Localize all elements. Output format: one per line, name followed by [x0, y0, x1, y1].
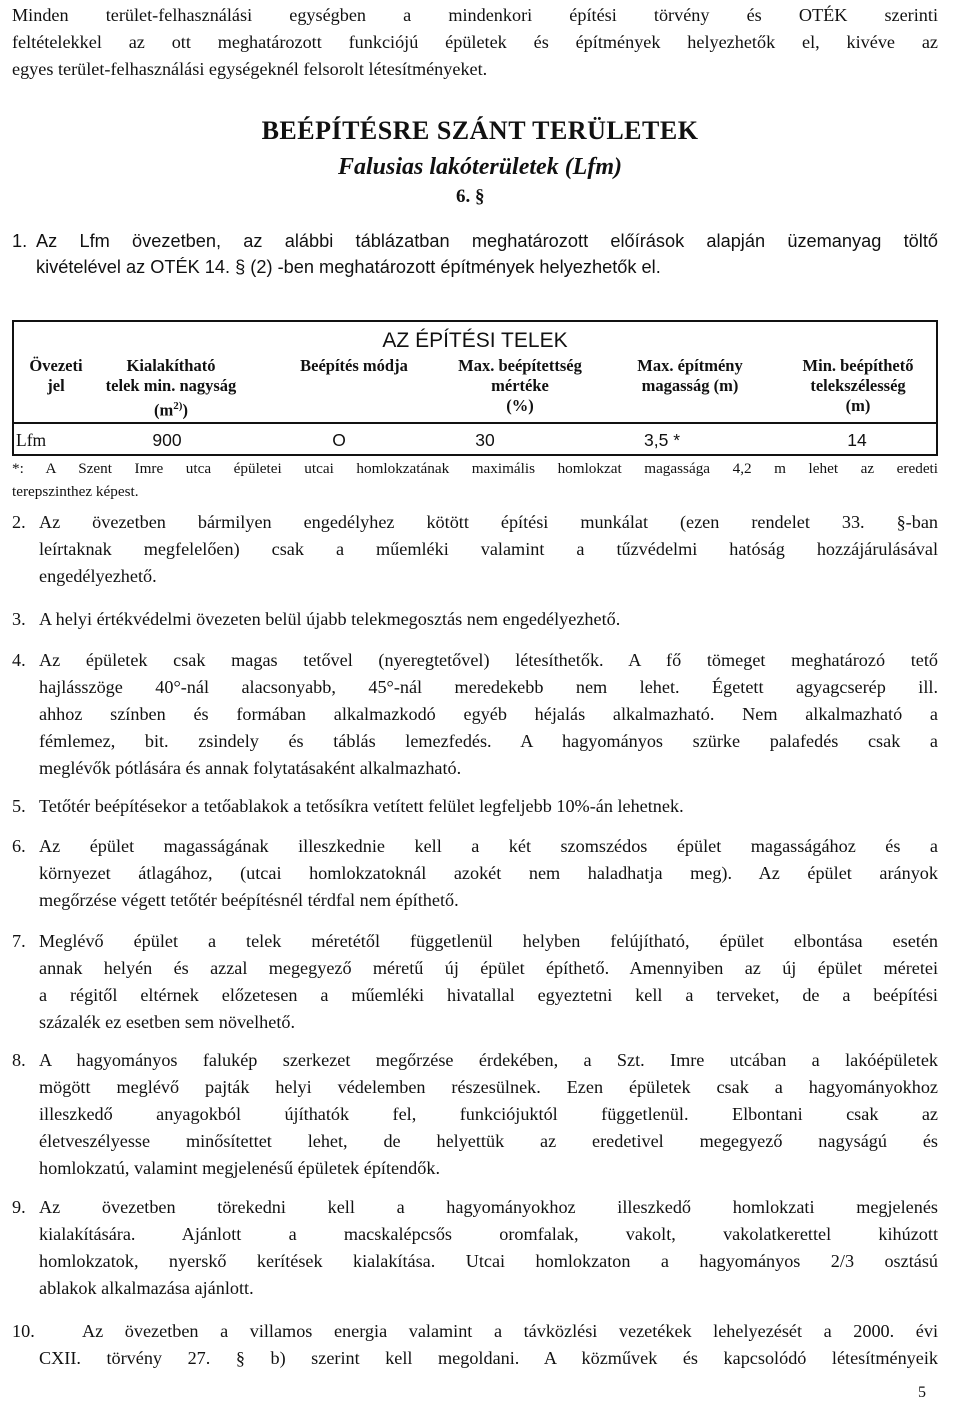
paragraph-line: életveszélyesse minősítettet lehet, de helyettük az eredetivel megegyező nagyságú és [39, 1131, 938, 1151]
paragraph-line: homlokzatú, valamint megjelenésű épületek építendők. [39, 1158, 441, 1178]
paragraph-line: CXII. törvény 27. § b) szerint kell megoldani. A közművek és kapcsolódó létesítményeik [39, 1348, 938, 1368]
paragraph-line: kialakítására. Ajánlott a macskalépcsős oromfalak, vakolt, vakolatkerettel kihúzott [39, 1224, 938, 1244]
heading-title: BEÉPÍTÉSRE SZÁNT TERÜLETEK [261, 116, 699, 145]
footnote-line: terepszinthez képest. [12, 483, 139, 500]
paragraph-line: A hagyományos falukép szerkezet megőrzése érdekében, a Szt. Imre utcában a lakóépületek [39, 1050, 938, 1070]
header-unit: (m [154, 400, 174, 420]
section-heading [0, 114, 960, 184]
paragraph-line: megőrzése végett tetőtér beépítésnél térdfal nem építhető. [39, 890, 459, 910]
paragraph-line: százalék ez esetben sem növelhető. [39, 1012, 296, 1032]
header-text [96, 396, 246, 421]
table-border-bottom [12, 454, 938, 456]
paragraph-2 [12, 509, 938, 590]
paragraph-line: illeszkedő anyagokból újíthatók fel, funkciójuktól függetlenül. Elbontani csak az [39, 1104, 938, 1124]
paragraph-text: Az Lfm övezetben, az alábbi táblázatban meghatározott előírások alapján üzemanyag töltő [36, 231, 938, 251]
paragraph-line: Az övezetben a villamos energia valamint a távközlési vezetékek lehelyezését a 2000. évi [82, 1321, 938, 1341]
heading-subtitle: Falusias lakóterületek (Lfm) [338, 154, 622, 180]
header-coverage [432, 356, 608, 416]
paragraph-line: mögött meglévő pajták helyi védelemben részesülnek. Ezen épületek csak a hagyományokhoz [39, 1077, 938, 1097]
paragraph-line: annak helyén és azzal megegyező méretű új épület építhető. Amennyiben az új épület méretei [39, 958, 938, 978]
cell-zone: Lfm [16, 430, 47, 450]
cell-build-mode: O [332, 430, 346, 450]
paragraph-line: ablakok alkalmazása ajánlott. [39, 1278, 254, 1298]
cell-height: 3,5 * [644, 430, 680, 450]
paragraph-8 [12, 1047, 938, 1182]
paragraph-line: homlokzatok, nyerskő kerítések kialakítása. Utcai homlokzaton a hagyományos 2/3 osztású [39, 1251, 938, 1271]
paragraph-3 [12, 606, 938, 633]
header-text: Övezeti [29, 356, 83, 375]
paragraph-line: hajlásszöge 40°-nál alacsonyabb, 45°-nál meredekebb nem lehet. Égetett agyagcserép ill. [39, 677, 938, 697]
header-text: Max. építmény [637, 356, 743, 375]
paragraph-line: engedélyezhető. [39, 566, 157, 586]
cell-lot-width: 14 [847, 430, 867, 450]
paragraph-9 [12, 1194, 938, 1302]
header-text: Beépítés módja [300, 356, 408, 375]
header-lot-width [778, 356, 938, 416]
table-border-top [12, 320, 938, 322]
intro-line: feltételekkel az ott meghatározott funkciójú épületek és építmények helyezhetők el, kivéve az [12, 32, 938, 52]
paragraph-line: fémlemez, bit. zsindely és táblás lemezfedés. A hagyományos szürke palafedés csak a [39, 731, 938, 751]
header-height [612, 356, 768, 396]
paragraph-number: 9. [12, 1197, 26, 1217]
paragraph-5 [12, 793, 938, 820]
paragraph-line: ahhoz színben és formában alkalmazkodó egyéb héjalás alkalmazható. Nem alkalmazható a [39, 704, 938, 724]
table-group-title: AZ ÉPÍTÉSI TELEK [382, 329, 568, 352]
regulation-table [12, 320, 938, 455]
paragraph-number: 1. [12, 231, 28, 251]
paragraph-line: a régitől eltérnek előzetesen a műemléki hivatallal egyeztetni kell a terveket, de a beépítési [39, 985, 938, 1005]
paragraph-line: Tetőtér beépítésekor a tetőablakok a tetősíkra vetített felület legfeljebb 10%-án lehetnek. [39, 796, 684, 816]
paragraph-number: 2. [12, 512, 26, 532]
cell-min-lot: 900 [152, 430, 182, 450]
header-min-lot [96, 356, 246, 421]
header-text: telek min. nagyság [105, 376, 237, 395]
paragraph-line: Az épületek csak magas tetővel (nyeregtetővel) létesíthetők. A fő tömeget meghatározó tető [39, 650, 938, 670]
paragraph-10 [12, 1318, 938, 1372]
header-text: mértéke [491, 376, 549, 395]
header-superscript: 2) [173, 400, 183, 412]
section-number: 6. § [456, 186, 485, 207]
paragraph-number: 4. [12, 650, 26, 670]
footnote-line: *: A Szent Imre utca épületei utcai homlokzatának maximális homlokzat magassága 4,2 m lehet az eredeti [12, 460, 938, 477]
table-footnote [12, 457, 938, 503]
header-text: Kialakítható [126, 356, 216, 375]
header-build-mode [274, 356, 434, 376]
paragraph-line: leírtaknak megfelelően) csak a műemléki valamint a tűzvédelmi hatóság hozzájárulásával [39, 539, 938, 559]
header-text: Max. beépítettség [458, 356, 582, 375]
paragraph-number: 10. [12, 1321, 35, 1341]
header-text: Min. beépíthető [802, 356, 914, 375]
intro-line: egyes terület-felhasználási egységeknél felsorolt létesítményeket. [12, 59, 488, 79]
cell-coverage: 30 [475, 430, 495, 450]
page-number: 5 [918, 1384, 926, 1401]
paragraph-line: A helyi értékvédelmi övezeten belül újabb telekmegosztás nem engedélyezhető. [39, 609, 621, 629]
paragraph-number: 5. [12, 796, 26, 816]
paragraph-number: 8. [12, 1050, 26, 1070]
paragraph-1-line: kivételével az OTÉK 14. § (2) -ben meghatározott építmények helyezhetők el. [36, 257, 661, 277]
paragraph-line: Meglévő épület a telek méretétől függetlenül helyben felújítható, épület elbontása esetén [39, 931, 938, 951]
paragraph-number: 6. [12, 836, 26, 856]
header-text: jel [47, 376, 65, 395]
header-unit-close: ) [182, 400, 188, 420]
header-text: magasság (m) [641, 376, 739, 395]
paragraph-number: 3. [12, 609, 26, 629]
header-text: (m) [845, 396, 871, 415]
intro-line: Minden terület-felhasználási egységben a mindenkori építési törvény és OTÉK szerinti [12, 5, 938, 25]
paragraph-line: Az épület magasságának illeszkednie kell a két szomszédos épület magasságához és a [39, 836, 938, 856]
paragraph-1 [12, 228, 938, 280]
paragraph-1-line [12, 228, 938, 254]
paragraph-6 [12, 833, 938, 914]
paragraph-7 [12, 928, 938, 1036]
paragraph-line: meglévők pótlására és annak folytatásaként alkalmazható. [39, 758, 462, 778]
paragraph-line: Az övezetben bármilyen engedélyhez kötött építési munkálat (ezen rendelet 33. §-ban [39, 512, 938, 532]
header-text: (%) [506, 396, 534, 415]
header-zone [16, 356, 96, 396]
intro-paragraph [12, 2, 938, 83]
paragraph-line: Az övezetben törekedni kell a hagyományokhoz illeszkedő homlokzati megjelenés [39, 1197, 938, 1217]
paragraph-4 [12, 647, 938, 782]
header-text: telekszélesség [810, 376, 906, 395]
paragraph-line: környezet átlagához, (utcai homlokzatoknál azokét nem haladhatja meg). Az épület arányok [39, 863, 938, 883]
paragraph-number: 7. [12, 931, 26, 951]
table-header-divider [12, 422, 938, 424]
